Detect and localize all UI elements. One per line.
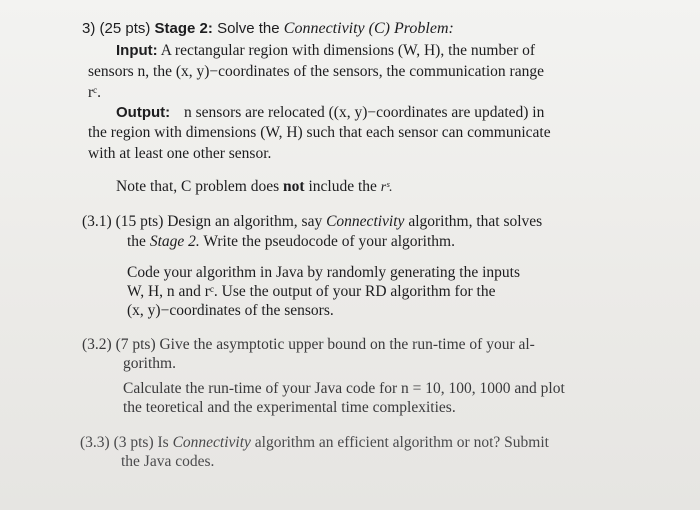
input-line-3: rᶜ. xyxy=(88,84,102,101)
q31-text-2-pre: the xyxy=(127,233,146,250)
note-line xyxy=(116,178,393,197)
stage-label: Stage 2: xyxy=(154,20,213,37)
q33-text-1-pre: (3 pts) Is xyxy=(113,434,169,451)
q33-line-2: the Java codes. xyxy=(121,453,215,470)
input-label: Input: xyxy=(116,42,158,59)
q33-text-1-post: algorithm an efficient algorithm or not? Submit xyxy=(254,434,549,451)
q32-number: (3.2) xyxy=(82,336,112,353)
output-text-1: n sensors are relocated ((x, y)−coordinates are updated) in xyxy=(184,104,545,121)
q32-line-2: gorithm. xyxy=(123,355,176,372)
q31-text-1-post: algorithm, that solves xyxy=(408,213,543,230)
q32-line-4: the teoretical and the experimental time complexities. xyxy=(123,399,456,416)
note-text-pre: Note that, C problem does xyxy=(116,178,280,195)
output-line-2: the region with dimensions (W, H) such that each sensor can communicate xyxy=(88,124,551,141)
question-number: 3) xyxy=(82,20,96,37)
output-line-3: with at least one other sensor. xyxy=(88,145,272,162)
q31-text-2-post: Write the pseudocode of your algorithm. xyxy=(203,233,455,250)
question-points: (25 pts) xyxy=(99,20,151,37)
input-text-1: A rectangular region with dimensions (W, H), the number of xyxy=(160,42,536,59)
q31-line-2 xyxy=(127,233,455,251)
q31-text-1-pre: (15 pts) Design an algorithm, say xyxy=(115,213,323,230)
problem-title: Connectivity (C) Problem: xyxy=(283,20,454,37)
note-text-post: include the xyxy=(308,178,377,195)
q31-line-1 xyxy=(82,213,542,231)
q32-line-3: Calculate the run-time of your Java code for n = 10, 100, 1000 and plot xyxy=(123,380,565,397)
q31-text-1-em: Connectivity xyxy=(326,213,405,230)
q33-number: (3.3) xyxy=(80,434,110,451)
note-bold: not xyxy=(283,178,305,195)
output-label: Output: xyxy=(116,104,171,121)
q31-text-2-em: Stage 2. xyxy=(149,233,200,250)
question-heading xyxy=(82,20,454,38)
output-line-1 xyxy=(116,104,544,122)
q31-number: (3.1) xyxy=(82,213,112,230)
q31-line-3: Code your algorithm in Java by randomly generating the inputs xyxy=(127,264,521,281)
q33-text-1-em: Connectivity xyxy=(172,434,251,451)
q32-text-1: (7 pts) Give the asymptotic upper bound on the run-time of your al- xyxy=(115,336,535,353)
q31-line-4: W, H, n and rᶜ. Use the output of your RD algorithm for the xyxy=(127,283,496,300)
input-line-2: sensors n, the (x, y)−coordinates of the sensors, the communication range xyxy=(88,63,544,80)
q33-line-1 xyxy=(80,434,549,452)
q31-line-5: (x, y)−coordinates of the sensors. xyxy=(127,302,334,319)
q32-line-1 xyxy=(82,336,535,354)
note-glyph: rˢ. xyxy=(380,180,393,195)
heading-text: Solve the xyxy=(217,20,280,37)
input-line-1 xyxy=(116,42,535,60)
